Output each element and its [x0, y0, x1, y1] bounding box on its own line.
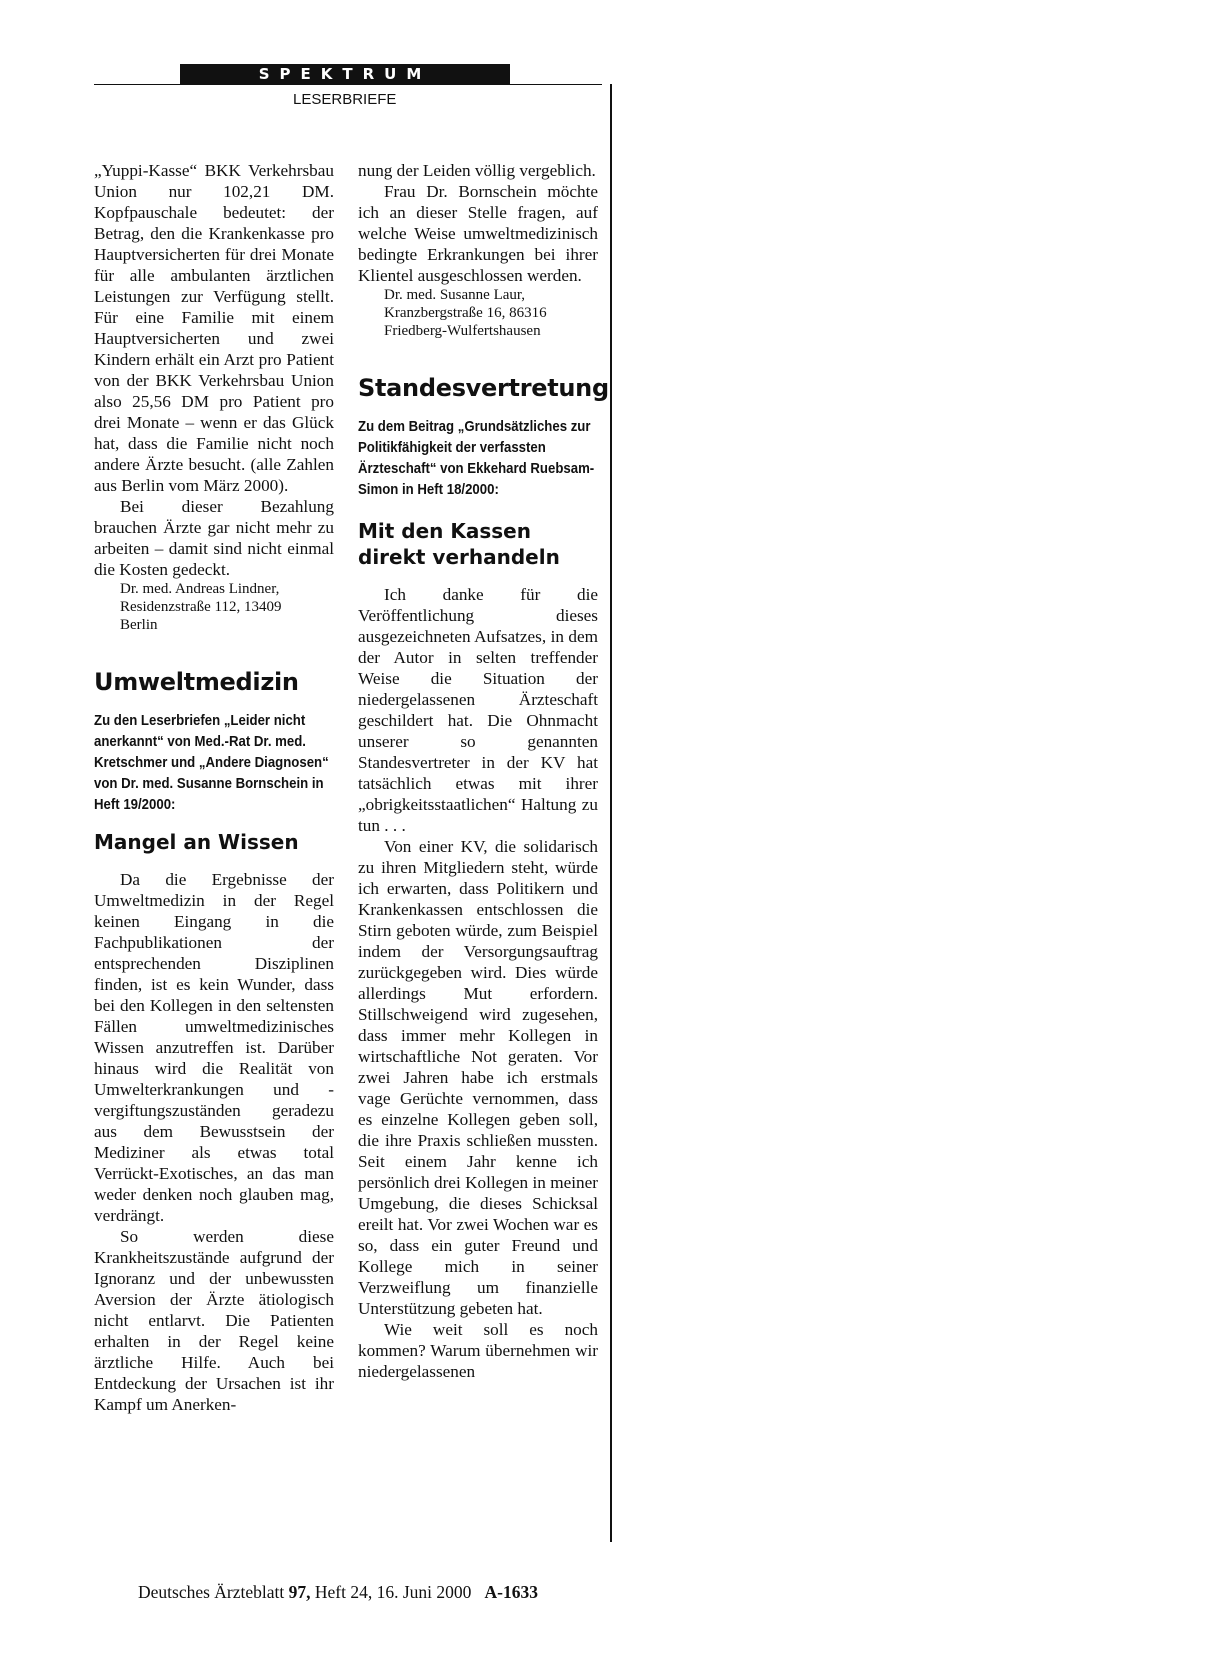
letter-paragraph: Frau Dr. Bornschein möchte ich an dieser Stelle fragen, auf welche Weise umweltmedizinisch bedingte Erkrankungen bei ihrer Klientel ausgeschlossen werden.: [358, 182, 598, 285]
journal-name: Deutsches Ärzteblatt: [138, 1582, 285, 1602]
letter-title-line1: Mit den Kassen: [358, 519, 531, 543]
journal-volume: 97,: [288, 1582, 311, 1602]
section-heading-umweltmedizin: Umweltmedizin: [94, 668, 299, 696]
letter-paragraph: Wie weit soll es noch kommen? Warum übernehmen wir niedergelassenen: [358, 1320, 598, 1381]
section-banner: SPEKTRUM: [180, 64, 510, 84]
reference-intro: Zu dem Beitrag „Grundsätzliches zur Politikfähigkeit der verfassten Ärzteschaft“ von Ekkehard Ruebsam-Simon in Heft 18/2000:: [358, 418, 595, 498]
section-heading-standesvertretung: Standesvertretung: [358, 374, 609, 402]
letter-paragraph: „Yuppi-Kasse“ BKK Verkehrsbau Union nur 102,21 DM. Kopfpauschale bedeutet: der Betrag, den die Krankenkasse pro Hauptversicherten für drei Monate für alle ambulanten ärztlichen Leistungen zur Verfügung stellt. Für eine Familie mit einem Hauptversicherten und zwei Kindern erhält ein Arzt pro Patient von der BKK Verkehrsbau Union also 25,56 DM pro Patient pro drei Monate – wenn er das Glück hat, dass die Familie nicht noch andere Ärzte besucht. (alle Zahlen aus Berlin vom März 2000).: [94, 161, 334, 495]
author-address: Kranzbergstraße 16, 86316: [384, 305, 547, 321]
author-city: Friedberg-Wulfertshausen: [384, 323, 541, 339]
reference-intro: Zu den Leserbriefen „Leider nicht anerkannt“ von Med.-Rat Dr. med. Kretschmer und „Andere Diagnosen“ von Dr. med. Susanne Bornschein in Heft 19/2000:: [94, 712, 329, 813]
letter-paragraph: nung der Leiden völlig vergeblich.: [358, 161, 596, 180]
author-city: Berlin: [120, 617, 158, 633]
letter-title-line2: direkt verhandeln: [358, 545, 560, 569]
right-column: [358, 160, 609, 1382]
column-divider: [610, 84, 612, 1542]
author-signature: Dr. med. Andreas Lindner,: [120, 581, 280, 597]
letter-paragraph: Da die Ergebnisse der Umweltmedizin in der Regel keinen Eingang in die Fachpublikationen der entsprechenden Disziplinen finden, ist es kein Wunder, dass bei den Kollegen in den seltensten Fällen umweltmedizinisches Wissen anzutreffen ist. Darüber hinaus wird die Realität von Umwelterkrankungen und -vergiftungszuständen geradezu aus dem Bewusstsein der Mediziner als etwas total Verrückt-Exotisches, an das man weder denken noch glauben mag, verdrängt.: [94, 870, 334, 1225]
letter-paragraph: Bei dieser Bezahlung brauchen Ärzte gar nicht mehr zu arbeiten – damit sind nicht einmal die Kosten gedeckt.: [94, 497, 334, 579]
letter-paragraph: Von einer KV, die solidarisch zu ihren Mitgliedern steht, würde ich erwarten, dass Politikern und Krankenkassen entschlossen die Stirn geboten würde, zum Beispiel indem der Versorgungsauftrag zurückgegeben wird. Dies würde allerdings Mut erfordern. Stillschweigend wird zugesehen, dass immer mehr Kollegen in wirtschaftliche Not geraten. Vor zwei Jahren habe ich erstmals vage Gerüchte vernommen, dass es einzelne Kollegen geben soll, die ihre Praxis schließen mussten. Seit einem Jahr kenne ich persönlich drei Kollegen in meiner Umgebung, die dieses Schicksal ereilt hat. Vor zwei Wochen war es so, dass ein guter Freund und Kollege mich in seiner Verzweiflung um finanzielle Unterstützung gebeten hat.: [358, 837, 598, 1318]
author-signature: Dr. med. Susanne Laur,: [384, 287, 526, 303]
page-footer: [138, 1582, 538, 1603]
header-rule: [94, 84, 602, 85]
letter-paragraph: So werden diese Krankheitszustände aufgrund der Ignoranz und der unbewussten Aversion der Ärzte ätiologisch nicht entlarvt. Die Patienten erhalten in der Regel keine ärztliche Hilfe. Auch bei Entdeckung der Ursachen ist ihr Kampf um Anerken-: [94, 1227, 334, 1414]
letter-title: Mangel an Wissen: [94, 830, 299, 854]
left-column: [94, 160, 334, 1415]
author-address: Residenzstraße 112, 13409: [120, 599, 282, 615]
issue-info: Heft 24, 16. Juni 2000: [314, 1582, 472, 1602]
page-number: A-1633: [484, 1582, 539, 1602]
section-label: LESERBRIEFE: [293, 91, 397, 108]
letter-paragraph: Ich danke für die Veröffentlichung dieses ausgezeichneten Aufsatzes, in dem der Autor in selten treffender Weise die Situation der niedergelassenen Ärzteschaft geschildert hat. Die Ohnmacht unserer so genannten Standesvertreter in der KV hat tatsächlich etwas mit ihrer „obrigkeitsstaatlichen“ Haltung zu tun . . .: [358, 585, 598, 835]
